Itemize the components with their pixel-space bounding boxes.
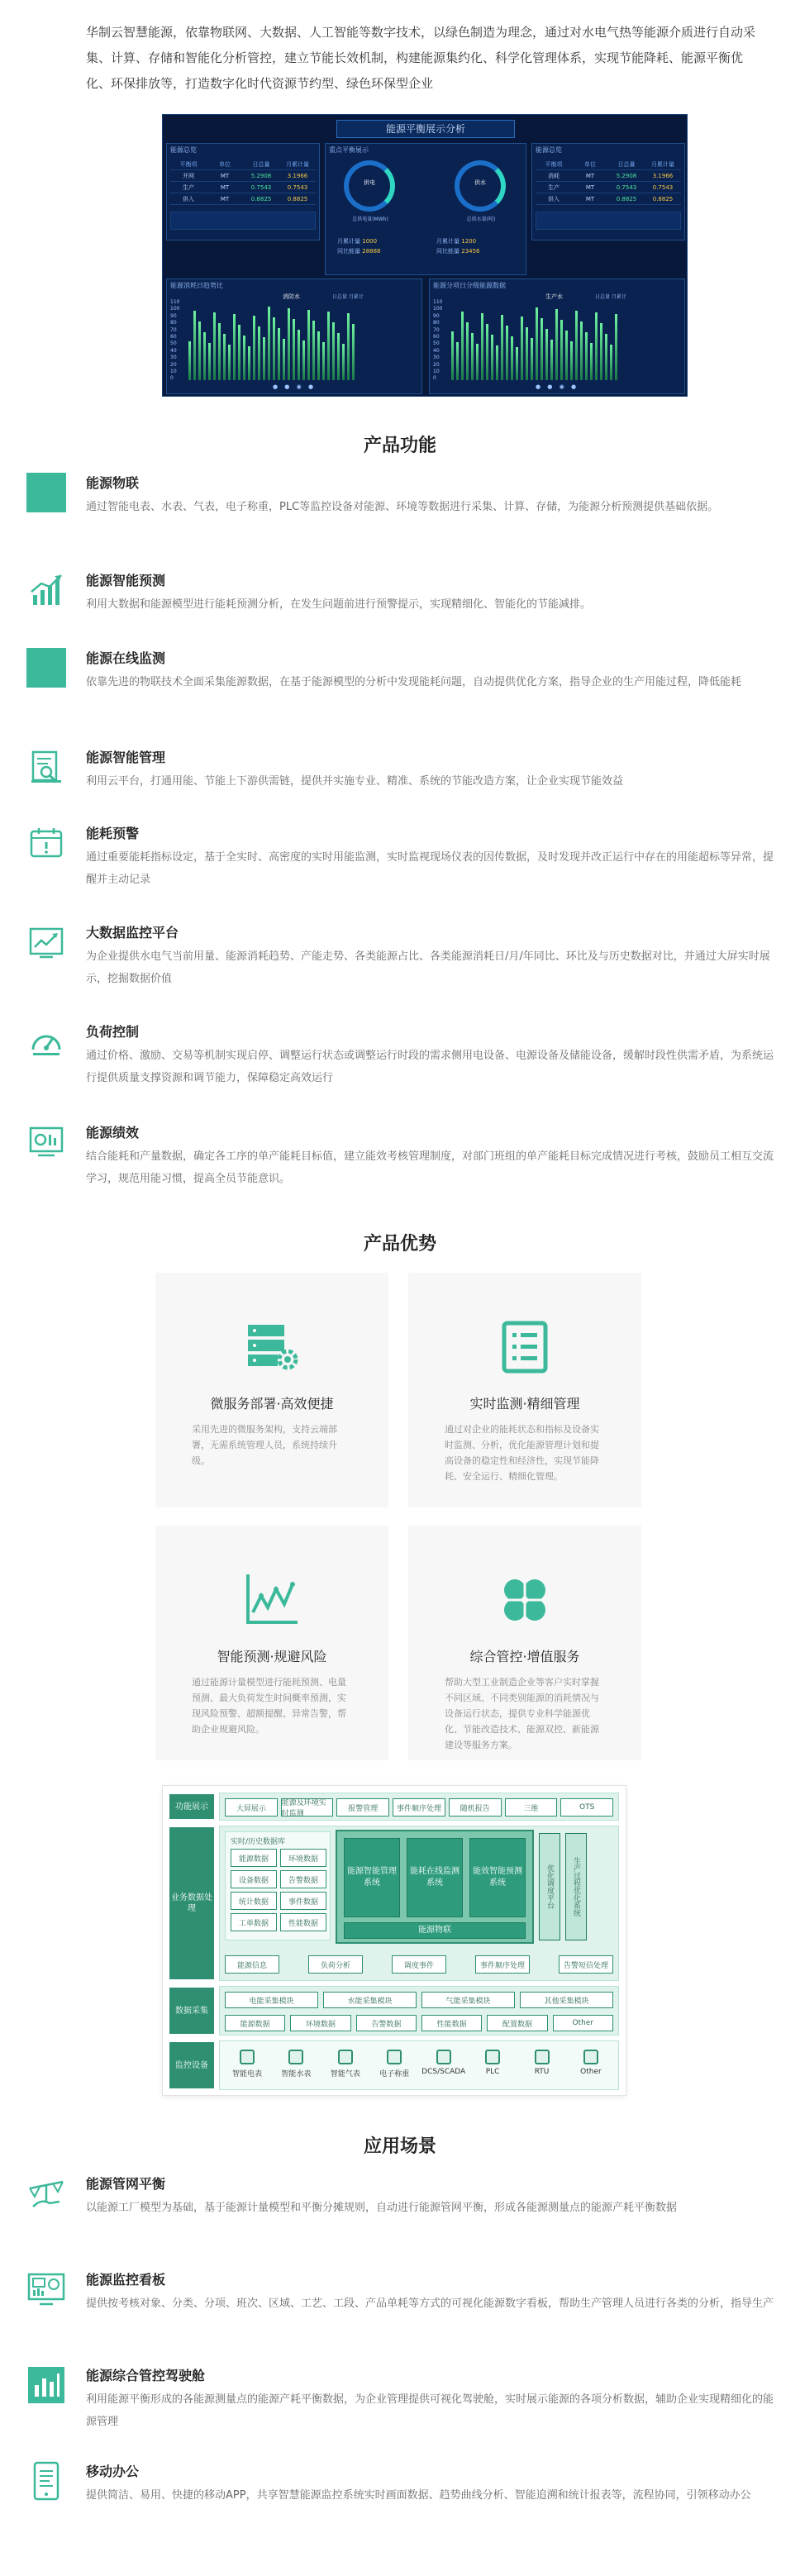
table-cell: 0.7543 xyxy=(652,183,674,191)
panel-footer xyxy=(536,212,681,230)
db-item: 环境数据 xyxy=(280,1849,326,1867)
monitoring-device xyxy=(421,2050,466,2084)
chart-bar xyxy=(223,334,226,380)
y-tick-label: 20 xyxy=(433,361,440,368)
device-label: RTU xyxy=(534,2068,550,2076)
table-cell: 平衡项 xyxy=(545,160,563,168)
function-title: 负荷控制 xyxy=(86,1024,140,1040)
device-label: 电子称重 xyxy=(379,2070,410,2078)
chart-bar xyxy=(521,317,523,380)
energy-dashboard-image xyxy=(162,114,688,397)
chart-bar xyxy=(526,327,528,380)
arch-label-collect: 数据采集 xyxy=(169,1988,214,2034)
right-overview-panel xyxy=(531,143,685,240)
function-title: 能源在线监测 xyxy=(86,650,166,666)
collect-module: 水能采集模块 xyxy=(323,1992,417,2008)
y-tick-label: 50 xyxy=(170,340,177,347)
device-label: 智能气表 xyxy=(330,2070,360,2078)
list-document-icon xyxy=(492,1314,558,1380)
chart-bar xyxy=(575,311,578,380)
scene-desc: 提供简洁、易用、快捷的移动APP，共享智慧能源监控系统实时画面数据、趋势曲线分析、智能追溯和统计报表等，流程协同，引领移动办公 xyxy=(86,2489,751,2502)
y-tick-label: 100 xyxy=(170,306,180,312)
chart-bar xyxy=(342,344,345,380)
monitoring-device xyxy=(520,2050,564,2084)
server-gear-icon xyxy=(239,1314,305,1380)
chart-bar xyxy=(258,326,260,380)
y-tick-label: 110 xyxy=(170,299,180,305)
chart-bar xyxy=(218,323,221,380)
table-cell: MT xyxy=(220,195,230,202)
clover-icon xyxy=(492,1567,558,1633)
display-item: 报警管理 xyxy=(336,1798,389,1817)
table-cell: 0.8825 xyxy=(652,195,674,202)
chart-bar xyxy=(213,312,216,380)
chart-bar xyxy=(565,331,568,380)
y-tick-label: 10 xyxy=(433,369,440,375)
function-title: 能源物联 xyxy=(86,475,140,491)
table-cell: 月累计量 xyxy=(651,160,674,168)
y-tick-label: 90 xyxy=(433,312,440,319)
intro-paragraph: 华制云智慧能源，依靠物联网、大数据、人工智能等数字技术，以绿色制造为理念，通过对水电气热等能源介质进行自动采集、计算、存储和智能化分析管控，建立节能长效机制，构建能源集约化、科学化管理体系，实现节能降耗、能源平衡优化、环保排放等，打造数字化时代资源节约型、绿色环保型企业 xyxy=(86,25,756,91)
y-tick-label: 80 xyxy=(170,320,177,326)
y-tick-label: 100 xyxy=(433,306,443,312)
table-row xyxy=(170,193,316,205)
power-gauge-sub: 总供电量(MWh) xyxy=(352,217,388,222)
y-tick-label: 40 xyxy=(170,347,177,354)
chart-bar xyxy=(466,322,469,380)
table-cell: 0.7543 xyxy=(287,183,308,191)
collect-module: 气能采集模块 xyxy=(421,1992,515,2008)
table-cell: 日总量 xyxy=(617,160,636,168)
table-row xyxy=(170,182,316,193)
function-desc: 为企业提供水电气当前用量、能源消耗趋势、产能走势、各类能源占比、各类能源消耗日/月/年同比、环比及与历史数据对比，并通过大屏实时展示，挖掘数据价值 xyxy=(86,950,770,985)
core-iot-base: 能源物联 xyxy=(344,1922,526,1939)
table-cell: 单位 xyxy=(219,160,231,168)
chart-bar xyxy=(208,343,211,380)
advantage-card xyxy=(408,1526,641,1760)
power-gauge-label: 供电 xyxy=(364,179,375,186)
process-item: 能源信息 xyxy=(225,1955,279,1974)
document-search-icon xyxy=(26,747,66,787)
monitor-board-icon xyxy=(26,2269,66,2309)
table-cell: 生产 xyxy=(183,183,194,191)
function-title: 能源绩效 xyxy=(86,1125,140,1140)
arch-label-devices: 监控设备 xyxy=(169,2042,214,2088)
chart-bar xyxy=(337,333,340,380)
realtime-db-box xyxy=(225,1831,331,1940)
chart-bar xyxy=(496,345,498,380)
chart-bar xyxy=(481,313,483,380)
bottom-left-chart-panel xyxy=(166,279,422,394)
monitoring-device xyxy=(372,2050,417,2084)
chart-bar xyxy=(461,312,464,380)
table-cell: 0.8825 xyxy=(287,195,308,202)
db-item: 事件数据 xyxy=(280,1892,326,1910)
gauge-icon xyxy=(26,1021,66,1061)
process-item: 告警短信处理 xyxy=(559,1955,613,1974)
left-overview-panel xyxy=(166,143,320,240)
chart-bar xyxy=(491,335,493,380)
chart-bar xyxy=(263,337,265,380)
left-balance-table xyxy=(170,159,316,230)
power-stats: 月累计量 1000 同比能量 28888 xyxy=(337,238,381,255)
table-row xyxy=(536,182,681,193)
y-tick-label: 10 xyxy=(170,369,177,375)
chart-bar xyxy=(188,341,191,380)
chart-right-legend: 日总量 月累计 xyxy=(595,294,626,300)
data-type-item: 环境数据 xyxy=(290,2015,350,2031)
display-item: 三维 xyxy=(505,1798,558,1817)
chart-bar xyxy=(228,345,231,380)
chart-bar xyxy=(278,328,280,380)
db-item: 设备数据 xyxy=(231,1870,277,1888)
table-cell: MT xyxy=(585,183,595,191)
scene-title: 移动办公 xyxy=(86,2464,140,2479)
chart-bar xyxy=(332,322,335,380)
function-desc: 依靠先进的物联技术全面采集能源数据，在基于能源模型的分析中发现能耗问题，自动提供优化方案，指导企业的生产用能过程，降低能耗 xyxy=(86,676,742,688)
device-icon xyxy=(387,2050,402,2064)
chart-left-legend: 日总量 月累计 xyxy=(332,294,364,300)
data-type-item: 性能数据 xyxy=(421,2015,482,2031)
arch-collect-zone xyxy=(219,1986,619,2036)
chart-bar xyxy=(595,312,598,380)
monitoring-device xyxy=(470,2050,515,2084)
function-title: 能源智能管理 xyxy=(86,750,166,765)
y-tick-label: 60 xyxy=(433,334,440,340)
bottom-right-chart-panel xyxy=(429,279,685,394)
display-item: 能源及环境实时监测 xyxy=(281,1798,334,1817)
y-tick-label: 0 xyxy=(170,375,174,382)
process-item: 调度事件 xyxy=(392,1955,446,1974)
function-title: 大数据监控平台 xyxy=(86,925,179,940)
scene-title: 能源综合管控驾驶舱 xyxy=(86,2368,206,2383)
table-cell: 5.2908 xyxy=(616,172,637,179)
water-gauge-label: 供水 xyxy=(474,179,486,186)
chart-left-yaxis xyxy=(170,299,179,383)
bar-chart-up-icon xyxy=(26,570,66,610)
advantage-desc: 通过能源计量模型进行能耗预测、电量预测、最大负荷发生时间概率预测，实现风险预警、超额提醒、异常告警，帮助企业规避风险。 xyxy=(192,1677,346,1735)
table-cell: 3.1966 xyxy=(287,172,308,179)
function-desc: 通过智能电表、水表、气表，电子称重，PLC等监控设备对能源、环境等数据进行采集、计算、存储，为能源分析预测提供基础依据。 xyxy=(86,501,719,513)
y-tick-label: 70 xyxy=(433,326,440,333)
dashboard-title: 能源平衡展示分析 xyxy=(336,120,515,138)
display-item: 事件顺序处理 xyxy=(393,1798,445,1817)
db-item: 告警数据 xyxy=(280,1870,326,1888)
left-panel-title: 能源总览 xyxy=(170,146,197,154)
device-icon xyxy=(338,2050,353,2064)
advantage-title: 微服务部署·高效便捷 xyxy=(210,1396,334,1412)
chart-bar xyxy=(540,318,543,380)
table-cell: MT xyxy=(585,172,595,179)
data-type-item: 告警数据 xyxy=(356,2015,417,2031)
chart-right-title: 生产水 xyxy=(545,293,563,300)
chart-bar xyxy=(238,325,240,380)
chart-bar xyxy=(615,314,617,380)
function-desc: 通过重要能耗指标设定，基于全实时、高密度的实时用能监测，实时监视现场仪表的因传数据，及时发现并改正运行中存在的用能超标等异常，提醒并主动记录 xyxy=(86,851,774,886)
db-item: 统计数据 xyxy=(231,1892,277,1910)
chart-bar xyxy=(273,317,275,380)
data-type-item: 配置数据 xyxy=(487,2015,547,2031)
table-row xyxy=(536,170,681,182)
scene-title: 能源监控看板 xyxy=(86,2272,166,2288)
y-tick-label: 70 xyxy=(170,326,177,333)
function-desc: 利用云平台，打通用能、节能上下游供需链，提供并实施专业、精准、系统的节能改造方案，让企业实现节能效益 xyxy=(86,775,624,788)
center-balance-panel xyxy=(325,143,526,275)
chart-bar xyxy=(298,330,300,380)
monitoring-device xyxy=(323,2050,368,2084)
db-title: 实时/历史数据库 xyxy=(231,1838,286,1846)
table-cell: 单位 xyxy=(584,160,596,168)
y-tick-label: 0 xyxy=(433,375,436,382)
scene-title: 能源管网平衡 xyxy=(86,2176,166,2192)
function-desc: 利用大数据和能源模型进行能耗预测分析，在发生问题前进行预警提示，实现精细化、智能化的节能减排。 xyxy=(86,598,592,611)
table-cell: 5.2908 xyxy=(250,172,272,179)
device-label: 智能电表 xyxy=(231,2070,262,2078)
water-gauge-sub: 总供水量(吨) xyxy=(466,217,496,222)
display-item: 大屏展示 xyxy=(225,1798,278,1817)
chart-bar xyxy=(605,334,607,380)
table-cell: 平衡项 xyxy=(179,160,198,168)
chart-bar xyxy=(501,315,503,380)
device-icon xyxy=(485,2050,500,2064)
chart-bar xyxy=(506,326,508,380)
chart-bar xyxy=(322,342,325,380)
chart-bar xyxy=(288,308,290,380)
advantage-title: 实时监测·精细管理 xyxy=(469,1396,580,1412)
chart-bar xyxy=(302,340,305,380)
core-system-1: 能源智能管理系统 xyxy=(344,1838,400,1917)
db-item: 性能数据 xyxy=(280,1913,326,1931)
functions-section-title: 产品功能 xyxy=(363,436,436,456)
device-icon xyxy=(240,2050,255,2064)
bar-cockpit-icon xyxy=(26,2365,66,2405)
device-icon xyxy=(288,2050,303,2064)
advantages-section-title: 产品优势 xyxy=(363,1234,436,1255)
chart-bar xyxy=(293,319,295,380)
chart-bar xyxy=(456,342,459,380)
arch-label-display: 功能展示 xyxy=(169,1794,214,1819)
scenes-section-title: 应用场景 xyxy=(363,2136,436,2157)
side-scheduling: 优化调度平台 xyxy=(539,1833,560,1940)
advantage-desc: 通过对企业的能耗状态和指标及设备实时监测、分析，优化能源管理计划和提高设备的稳定性和经济性，实现节能降耗、安全运行、精细化管理。 xyxy=(445,1424,599,1482)
chart-bar xyxy=(248,346,250,380)
device-icon xyxy=(583,2050,598,2064)
chart-right-bars xyxy=(451,307,617,380)
chart-bar xyxy=(516,347,518,380)
monitoring-device xyxy=(274,2050,318,2084)
right-panel-title: 能源总览 xyxy=(536,146,562,154)
y-tick-label: 50 xyxy=(433,340,440,347)
process-item: 负荷分析 xyxy=(308,1955,363,1974)
chart-bar xyxy=(307,310,310,380)
table-cell: 并网 xyxy=(183,172,194,179)
y-tick-label: 30 xyxy=(433,355,440,361)
scene-desc: 利用能源平衡形成的各能源测量点的能源产耗平衡数据，为企业管理提供可视化驾驶舱，实时展示能源的各项分析数据，辅助企业实现精细化的能源管理 xyxy=(86,2393,774,2428)
table-row xyxy=(170,170,316,182)
db-item: 能源数据 xyxy=(231,1849,277,1867)
right-balance-table xyxy=(536,159,681,230)
table-cell: 消耗 xyxy=(548,172,560,179)
panel-footer xyxy=(170,212,316,230)
green-block-icon xyxy=(26,473,66,512)
chart-bar xyxy=(347,313,350,380)
core-system-3: 能效智能预测系统 xyxy=(469,1838,526,1917)
device-label: Other xyxy=(580,2068,602,2076)
function-title: 能耗预警 xyxy=(86,826,140,841)
advantage-title: 综合管控·增值服务 xyxy=(469,1649,580,1664)
process-item: 事件顺序处理 xyxy=(475,1955,530,1974)
collect-module: 电能采集模块 xyxy=(225,1992,318,2008)
device-icon xyxy=(436,2050,451,2064)
advantage-card xyxy=(408,1273,641,1507)
hand-balance-icon xyxy=(26,2174,66,2213)
y-tick-label: 40 xyxy=(433,347,440,354)
function-desc: 通过价格、激励、交易等机制实现启停、调整运行状态或调整运行时段的需求侧用电设备、电源设备及储能设备，缓解时段性供需矛盾，为系统运行提供质量支撑资源和调节能力，保障稳定高效运行 xyxy=(86,1050,774,1084)
chart-bar xyxy=(531,338,533,380)
chart-bar xyxy=(312,321,315,380)
table-cell: 生产 xyxy=(548,183,560,191)
scene-desc: 以能源工厂模型为基础，基于能源计量模型和平衡分摊规则，自动进行能源管网平衡，形成各能源测量点的能源产耗平衡数据 xyxy=(86,2202,678,2214)
chart-bar xyxy=(570,341,573,380)
mobile-office-icon xyxy=(26,2461,66,2501)
line-chart-icon xyxy=(239,1567,305,1633)
table-cell: 日总量 xyxy=(252,160,270,168)
chart-bar xyxy=(560,320,563,380)
chart-right-pager[interactable]: ● ● ◉ ● xyxy=(535,383,579,390)
y-tick-label: 90 xyxy=(170,312,177,319)
table-cell: 3.1966 xyxy=(652,172,674,179)
monitoring-device xyxy=(225,2050,269,2084)
chart-bar xyxy=(555,309,558,380)
green-block-icon xyxy=(26,648,66,688)
data-type-item: Other xyxy=(553,2015,613,2031)
chart-right-yaxis xyxy=(433,299,442,383)
y-tick-label: 60 xyxy=(170,334,177,340)
advantage-title: 智能预测·规避风险 xyxy=(217,1649,327,1664)
chart-bar xyxy=(476,344,479,380)
display-item: 随机报告 xyxy=(449,1798,502,1817)
db-item: 工单数据 xyxy=(231,1913,277,1931)
table-row xyxy=(536,193,681,205)
chart-bar xyxy=(327,312,330,380)
monitor-trend-icon xyxy=(26,922,66,962)
calendar-alert-icon xyxy=(26,823,66,863)
chart-left-bars xyxy=(188,307,355,380)
chart-bar xyxy=(471,333,474,380)
chart-bar xyxy=(253,316,255,380)
device-label: 智能水表 xyxy=(281,2070,312,2078)
center-panel-title: 重点平衡展示 xyxy=(329,146,369,154)
chart-bar xyxy=(590,343,593,380)
table-cell: 月累计量 xyxy=(286,160,309,168)
arch-label-business: 业务数据处理 xyxy=(169,1827,214,1979)
chart-bar xyxy=(600,323,602,380)
display-item: OTS xyxy=(560,1798,613,1817)
data-type-item: 能源数据 xyxy=(225,2015,285,2031)
chart-bar xyxy=(580,321,583,380)
architecture-diagram xyxy=(162,1785,626,2096)
core-system-2: 能耗在线监测系统 xyxy=(407,1838,463,1917)
water-stats: 月累计量 1200 同比能量 23456 xyxy=(436,238,480,255)
device-icon xyxy=(535,2050,550,2064)
table-header xyxy=(536,159,681,170)
bottom-right-title: 能源分项日分级能源数据 xyxy=(433,282,506,289)
advantage-desc: 采用先进的微服务架构，支持云端部署，无需系统管理人员，系统持续升级。 xyxy=(192,1424,337,1466)
chart-bar xyxy=(243,336,245,380)
arch-devices-zone xyxy=(219,2040,619,2090)
core-systems-box xyxy=(336,1830,534,1944)
chart-bar xyxy=(486,324,488,380)
table-cell: MT xyxy=(220,183,230,191)
chart-bar xyxy=(193,311,196,380)
chart-bar xyxy=(203,332,206,380)
y-tick-label: 110 xyxy=(433,299,443,305)
monitoring-device xyxy=(569,2050,613,2084)
chart-bar xyxy=(233,314,236,380)
arch-display-zone xyxy=(219,1793,619,1821)
table-cell: 0.7543 xyxy=(616,183,637,191)
collect-module: 其他采集模块 xyxy=(520,1992,613,2008)
table-cell: 0.8825 xyxy=(250,195,272,202)
advantage-card xyxy=(155,1526,388,1760)
device-label: DCS/SCADA xyxy=(421,2068,466,2076)
chart-left-title: 消防水 xyxy=(283,293,300,300)
y-tick-label: 80 xyxy=(433,320,440,326)
advantage-desc: 帮助大型工业制造企业等客户实时掌握不同区域、不同类别能源的消耗情况与设备运行状态，提供专业科学能源优化、节能改造技术、能源双控、新能源建设等服务方案。 xyxy=(445,1677,599,1750)
chart-bar xyxy=(511,336,513,380)
y-tick-label: 20 xyxy=(170,361,177,368)
chart-bar xyxy=(550,340,553,380)
function-desc: 结合能耗和产量数据，确定各工序的单产能耗目标值，建立能效考核管理制度，对部门班组的单产能耗目标完成情况进行考核，鼓励员工相互交流学习，规范用能习惯，提高全员节能意识。 xyxy=(86,1150,774,1185)
chart-bar xyxy=(352,324,355,380)
chart-bar xyxy=(283,339,285,380)
advantage-card xyxy=(155,1273,388,1507)
device-label: PLC xyxy=(485,2068,500,2076)
chart-bar xyxy=(610,345,612,380)
chart-bar xyxy=(198,321,201,380)
function-title: 能源智能预测 xyxy=(86,573,166,588)
table-header xyxy=(170,159,316,170)
chart-left-pager[interactable]: ● ● ◉ ● xyxy=(272,383,317,390)
table-cell: 0.7543 xyxy=(250,183,272,191)
chart-bar xyxy=(545,329,548,380)
table-cell: MT xyxy=(585,195,595,202)
dashboard-screen-icon xyxy=(26,1122,66,1162)
chart-bar xyxy=(536,307,538,380)
bottom-left-title: 能源消耗日趋势比 xyxy=(170,282,223,289)
chart-bar xyxy=(451,331,454,380)
table-cell: 供入 xyxy=(183,195,194,202)
side-production: 生产过程优化系统 xyxy=(565,1833,587,1940)
table-cell: MT xyxy=(220,172,230,179)
y-tick-label: 30 xyxy=(170,355,177,361)
chart-bar xyxy=(317,331,320,380)
table-cell: 供入 xyxy=(548,195,560,202)
chart-bar xyxy=(585,332,588,380)
arch-business-zone xyxy=(219,1826,619,1981)
chart-bar xyxy=(268,307,270,380)
scene-desc: 提供按考核对象、分类、分项、班次、区域、工艺、工段、产品单耗等方式的可视化能源数字看板，帮助生产管理人员进行各类的分析，指导生产 xyxy=(86,2297,774,2310)
table-cell: 0.8825 xyxy=(616,195,637,202)
